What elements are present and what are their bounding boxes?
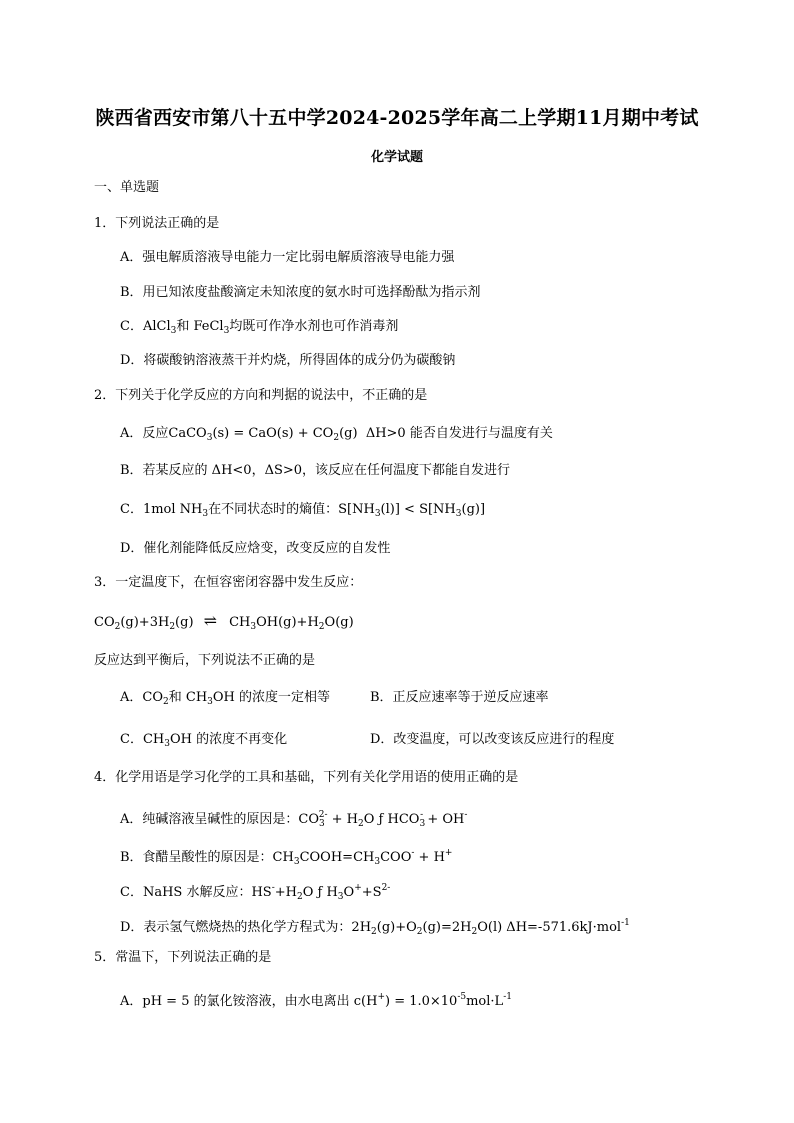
superscript: -	[420, 810, 424, 820]
subscript: 3	[455, 509, 462, 519]
text: ) = 1.0×10	[384, 994, 458, 1009]
text: + OH	[423, 812, 465, 827]
text: +H	[274, 885, 297, 900]
equation: (g)	[175, 615, 194, 630]
equation: O(g)	[324, 615, 354, 630]
q3-option-b: B．正反应速率等于逆反应速率	[370, 690, 549, 705]
text: 和 CH	[168, 690, 208, 705]
q4-stem: 4．化学用语是学习化学的工具和基础，下列有关化学用语的使用正确的是	[94, 770, 519, 785]
text: 均既可作净水剂也可作消毒剂	[229, 319, 399, 334]
superscript: -5	[457, 992, 467, 1002]
q4-option-a	[120, 806, 467, 833]
equation: CaCO	[168, 426, 207, 441]
superscript: -1	[503, 992, 512, 1002]
text: (g)+O	[376, 920, 417, 935]
text: C．NaHS 水解反应：HS	[120, 885, 272, 900]
subscript: 3	[293, 857, 300, 867]
text: ΔH>0 能否自发进行与温度有关	[365, 426, 553, 441]
text: + H	[414, 850, 445, 865]
subscript: 2	[318, 622, 325, 632]
text: O ƒ H	[302, 885, 338, 900]
q1-option-d: D．将碳酸钠溶液蒸干并灼烧，所得固体的成分仍为碳酸钠	[120, 353, 456, 368]
q2-stem: 2．下列关于化学反应的方向和判据的说法中，不正确的是	[94, 388, 428, 403]
subscript: 3	[170, 326, 177, 336]
q1-stem: 1．下列说法正确的是	[94, 216, 220, 231]
text: C．CH	[120, 732, 165, 747]
text: mol·L	[466, 994, 504, 1009]
subscript: 3	[202, 509, 209, 519]
text: A．纯碱溶液呈碱性的原因是：CO	[120, 812, 319, 827]
text: 在不同状态时的熵值：S[NH	[208, 502, 375, 517]
q5-stem: 5．常温下，下列说法正确的是	[94, 950, 272, 965]
text: (g)=2H	[422, 920, 472, 935]
subscript: 3	[223, 326, 230, 336]
subscript: 3	[164, 739, 170, 749]
section-heading: 一、单选题	[94, 180, 160, 195]
exam-title: 陕西省西安市第八十五中学2024-2025学年高二上学期11月期中考试	[95, 107, 699, 129]
superscript: -	[271, 883, 275, 893]
q3-equation	[94, 612, 354, 636]
text: OH 的浓度不再变化	[169, 732, 288, 747]
subscript: 2	[471, 927, 478, 937]
text: A．pH = 5 的氯化铵溶液，由水电离出 c(H	[120, 994, 378, 1009]
text: O ƒ HCO	[363, 812, 420, 827]
text: +S	[361, 885, 382, 900]
q3-option-d: D．改变温度，可以改变该反应进行的程度	[370, 732, 615, 747]
text: C．AlCl	[120, 319, 171, 334]
q5-option-a	[120, 988, 512, 1011]
text: 和 FeCl	[176, 319, 224, 334]
text: B．食醋呈酸性的原因是：CH	[120, 850, 294, 865]
q3-follow-text: 反应达到平衡后，下列说法不正确的是	[94, 653, 316, 668]
subscript: 2	[371, 927, 377, 937]
q1-option-a: A．强电解质溶液导电能力一定比弱电解质溶液导电能力强	[120, 250, 455, 265]
q3-option-a	[120, 689, 330, 711]
text: COO	[380, 850, 412, 865]
equation: (g)	[339, 426, 358, 441]
q2-option-d: D．催化剂能降低反应焓变，改变反应的自发性	[120, 541, 391, 556]
q3-stem: 3．一定温度下，在恒容密闭容器中发生反应：	[94, 575, 363, 590]
superscript: 2-	[318, 810, 328, 820]
text: A．反应	[120, 426, 169, 441]
subscript: 2	[169, 622, 176, 632]
q2-option-c	[120, 501, 485, 523]
subscript: 3	[374, 857, 381, 867]
subscript: 3	[206, 433, 213, 443]
subscript: 2	[163, 697, 169, 707]
q1-option-c	[120, 318, 398, 340]
equation: CH	[229, 615, 251, 630]
text: (g)]	[461, 502, 486, 517]
superscript: -	[411, 848, 415, 858]
subscript: 2	[358, 819, 364, 829]
equation: (s) = CaO(s) + CO	[212, 426, 334, 441]
text: A．CO	[120, 690, 163, 705]
exam-subtitle: 化学试题	[370, 150, 423, 165]
q4-option-b	[120, 844, 452, 871]
equation: (g)+3H	[120, 615, 170, 630]
subscript: 2	[296, 892, 303, 902]
superscript: +	[444, 848, 453, 858]
text: C．1mol NH	[120, 502, 203, 517]
text: O	[343, 885, 355, 900]
q4-option-c	[120, 879, 390, 906]
subscript: 3	[419, 819, 426, 829]
subscript: 2	[114, 622, 121, 632]
q4-option-d	[120, 914, 630, 941]
equation: OH(g)+H	[256, 615, 319, 630]
text: + H	[327, 812, 359, 827]
superscript: -	[464, 810, 468, 820]
superscript: -1	[621, 918, 630, 928]
subscript: 3	[374, 509, 381, 519]
text: OH 的浓度一定相等	[212, 690, 331, 705]
superscript: +	[377, 992, 385, 1002]
q2-option-b: B．若某反应的 ΔH<0，ΔS>0，该反应在任何温度下都能自发进行	[120, 463, 511, 478]
equation: CO	[94, 615, 115, 630]
subscript: 3	[319, 819, 325, 829]
q2-option-a	[120, 425, 553, 447]
subscript: 3	[250, 622, 257, 632]
text: O(l) ΔH=-571.6kJ·mol	[477, 920, 622, 935]
subscript: 2	[416, 927, 423, 937]
subscript: 3	[207, 697, 213, 707]
superscript: 2-	[381, 883, 391, 893]
text: (l)] < S[NH	[380, 502, 456, 517]
text: D．表示氢气燃烧热的热化学方程式为：2H	[120, 920, 372, 935]
q3-option-c	[120, 731, 287, 753]
subscript: 2	[333, 433, 340, 443]
equilibrium-arrow-icon: ⇌	[203, 611, 218, 630]
q1-option-b: B．用已知浓度盐酸滴定未知浓度的氨水时可选择酚酞为指示剂	[120, 285, 481, 300]
subscript: 3	[337, 892, 344, 902]
superscript: +	[354, 883, 362, 893]
text: COOH=CH	[299, 850, 375, 865]
